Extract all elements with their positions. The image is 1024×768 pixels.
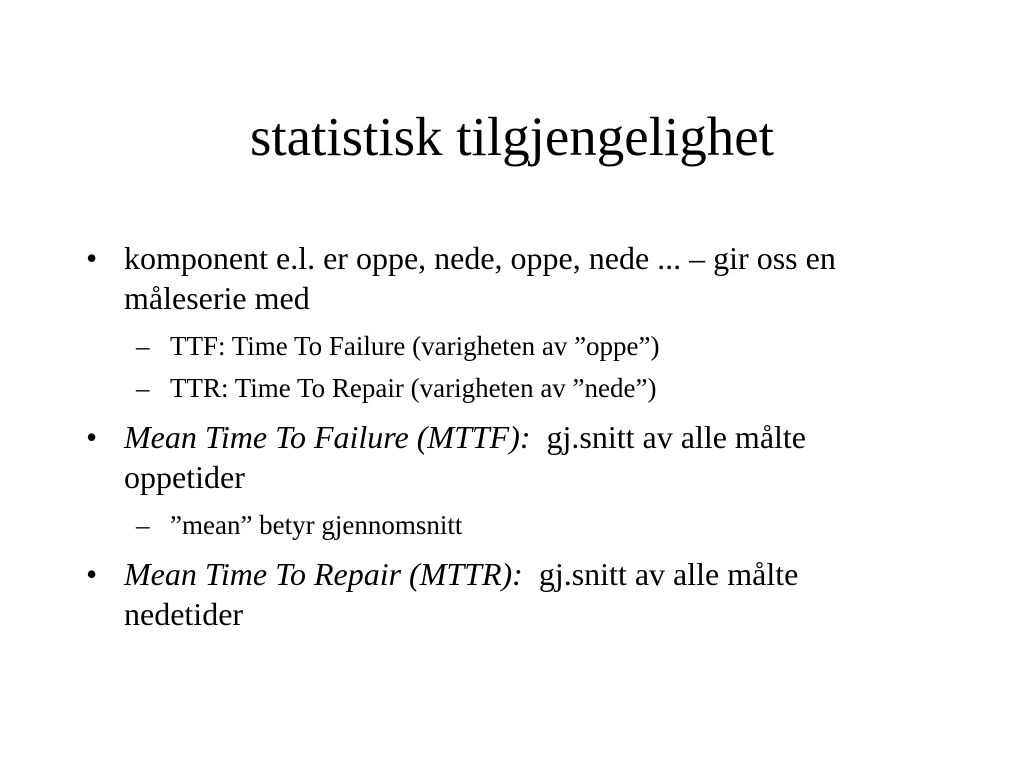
bullet-item (0, 417, 894, 497)
sub-bullet-text: TTR: Time To Repair (varigheten av ”nede”) (170, 373, 657, 403)
bullet-icon: • (86, 419, 98, 455)
bullet-icon: • (86, 240, 98, 276)
bullet-text: gj.snitt av alle målte oppetider (124, 419, 814, 495)
bullet-item (0, 554, 894, 634)
sub-bullet-item (0, 328, 930, 364)
bullet-item (0, 238, 894, 318)
sub-bullet-text: TTF: Time To Failure (varigheten av ”oppe”) (170, 331, 660, 361)
bullet-text: gj.snitt av alle målte nedetider (124, 556, 807, 632)
sub-bullet-text: ”mean” betyr gjennomsnitt (170, 510, 463, 540)
bullet-term: Mean Time To Repair (MTTR): (124, 556, 523, 592)
bullet-text: komponent e.l. er oppe, nede, oppe, nede ... – gir oss en måleserie med (124, 240, 836, 316)
sub-bullet-item (0, 507, 930, 543)
sub-bullet-item (0, 370, 930, 406)
slide-body (0, 238, 1024, 634)
slide-title: statistisk tilgjengelighet (250, 106, 774, 167)
dash-icon: – (136, 510, 150, 540)
bullet-term: Mean Time To Failure (MTTF): (124, 419, 531, 455)
bullet-icon: • (86, 556, 98, 592)
dash-icon: – (136, 331, 150, 361)
dash-icon: – (136, 373, 150, 403)
